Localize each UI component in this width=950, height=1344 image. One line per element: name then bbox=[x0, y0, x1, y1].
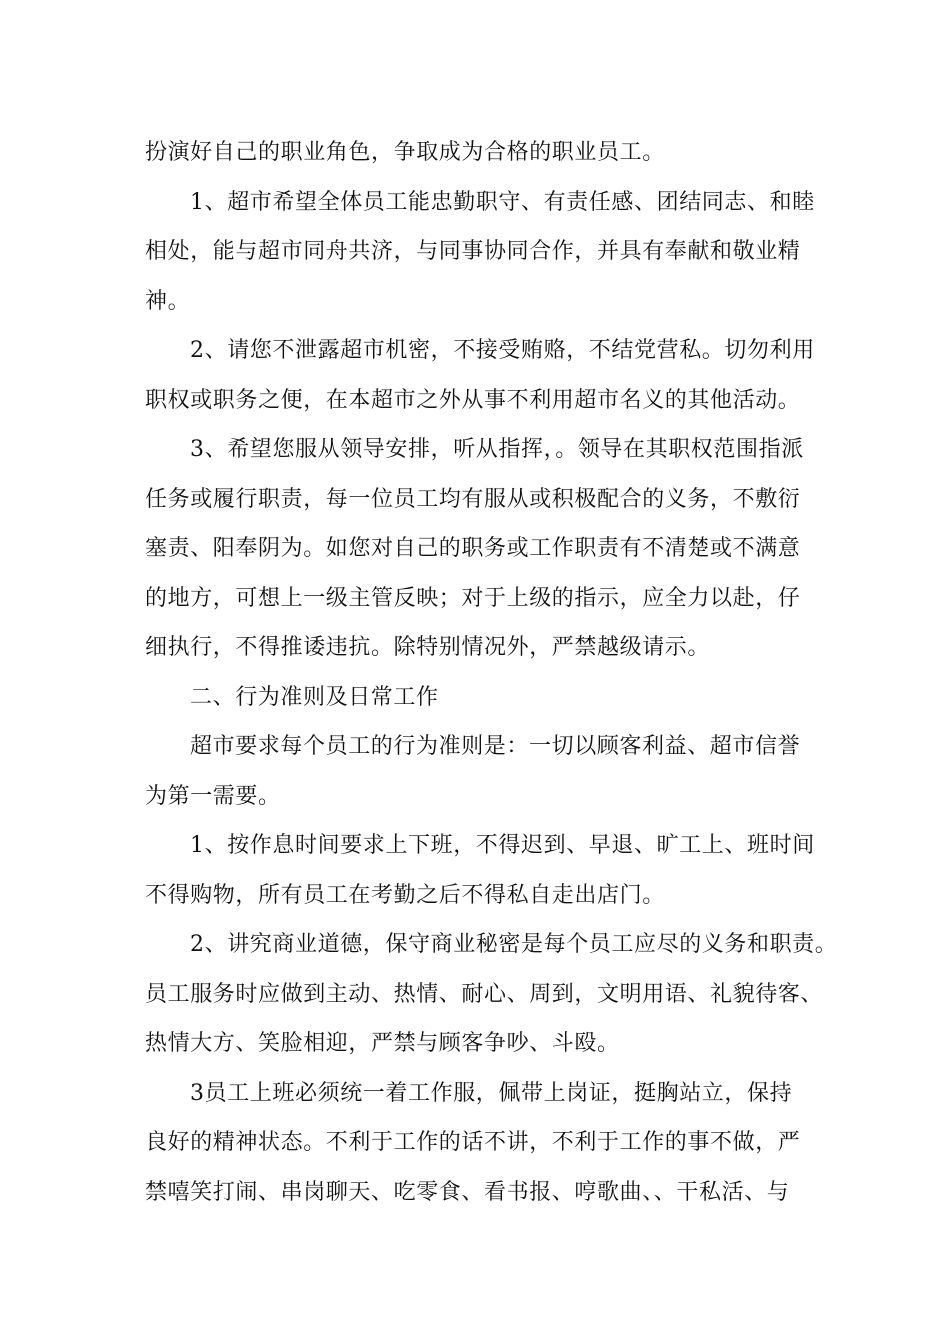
section-heading: 二、行为准则及日常工作 bbox=[190, 684, 439, 710]
paragraph-line: 1、超市希望全体员工能忠勤职守、有责任感、团结同志、和睦 bbox=[190, 189, 815, 215]
paragraph-line: 禁嘻笑打闹、串岗聊天、吃零食、看书报、哼歌曲、、干私活、与 bbox=[145, 1179, 790, 1205]
paragraph-line: 为第一需要。 bbox=[145, 783, 281, 809]
paragraph-line: 2、请您不泄露超市机密，不接受贿赂，不结党营私。切勿利用 bbox=[190, 338, 815, 363]
paragraph-line: 不得购物，所有员工在考勤之后不得私自走出店门。 bbox=[145, 882, 665, 908]
paragraph-line: 任务或履行职责，每一位员工均有服从或积极配合的义务，不敷衍 bbox=[145, 486, 801, 512]
paragraph-line: 2、讲究商业道德，保守商业秘密是每个员工应尽的义务和职责。 bbox=[190, 932, 838, 957]
document-body bbox=[145, 128, 838, 1217]
paragraph-line: 热情大方、笑脸相迎，严禁与顾客争吵、斗殴。 bbox=[145, 1031, 620, 1056]
paragraph-line: 扮演好自己的职业角色，争取成为合格的职业员工。 bbox=[145, 140, 665, 165]
paragraph-line: 塞责、阳奉阴为。如您对自己的职务或工作职责有不清楚或不满意 bbox=[145, 536, 801, 561]
paragraph-line: 细执行，不得推诿违抗。除特别情况外，严禁越级请示。 bbox=[145, 635, 711, 660]
paragraph-line: 良好的精神状态。不利于工作的话不讲，不利于工作的事不做，严 bbox=[145, 1130, 801, 1155]
paragraph-line: 的地方，可想上一级主管反映；对于上级的指示，应全力以赴，仔 bbox=[145, 585, 801, 611]
paragraph-line: 神。 bbox=[145, 288, 191, 314]
paragraph-line: 相处，能与超市同舟共济，与同事协同合作，并具有奉献和敬业精 bbox=[145, 239, 801, 264]
paragraph-line: 1、按作息时间要求上下班，不得迟到、早退、旷工上、班时间 bbox=[190, 833, 815, 858]
paragraph-line: 3员工上班必须统一着工作服，佩带上岗证，挺胸站立，保持 bbox=[190, 1080, 793, 1106]
paragraph-line: 超市要求每个员工的行为准则是：一切以顾客利益、超市信誉 bbox=[190, 734, 801, 759]
paragraph-line: 员工服务时应做到主动、热情、耐心、周到，文明用语、礼貌待客、 bbox=[145, 981, 824, 1007]
paragraph-line: 职权或职务之便，在本超市之外从事不利用超市名义的其他活动。 bbox=[145, 387, 801, 413]
paragraph-line: 3、希望您服从领导安排，听从指挥，。领导在其职权范围指派 bbox=[190, 437, 804, 462]
